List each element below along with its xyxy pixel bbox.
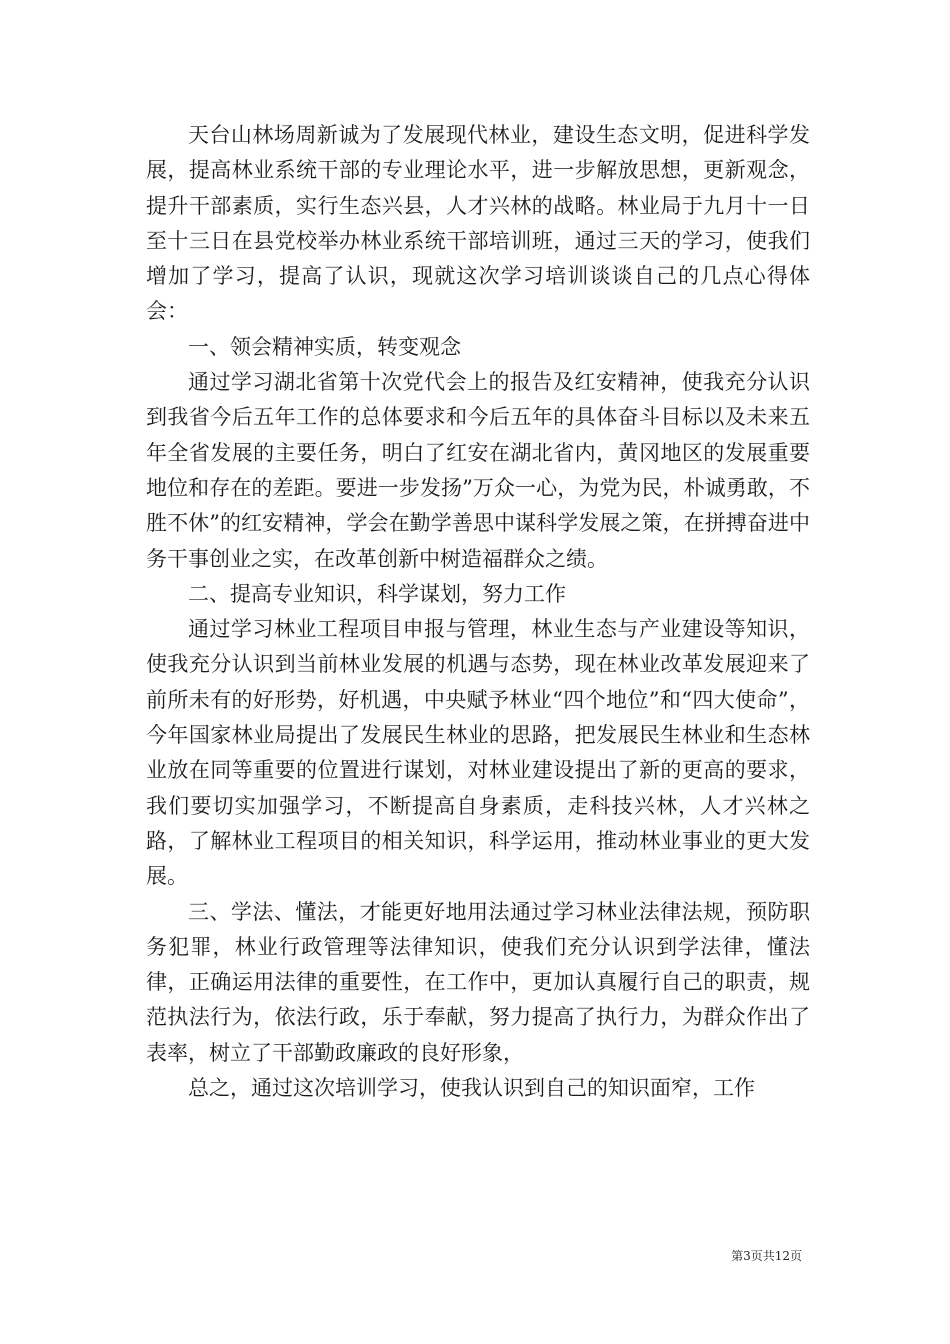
section-1-paragraph: 通过学习湖北省第十次党代会上的报告及红安精神，使我充分认识到我省今后五年工作的总体要求和今后五年的具体奋斗目标以及未来五年全省发展的主要任务，明白了红安在湖北省内，黄冈地区的发展重要地位和存在的差距。要进一步发扬”万众一心，为党为民，朴诚勇敢，不胜不休”的红安精神，学会在勤学善思中谋科学发展之策，在拼搏奋进中务干事创业之实，在改革创新中树造福群众之绩。 (146, 370, 810, 571)
section-heading-1: 一、领会精神实质，转变观念 (188, 334, 461, 359)
section-2-paragraph: 通过学习林业工程项目申报与管理，林业生态与产业建设等知识，使我充分认识到当前林业发展的机遇与态势，现在林业改革发展迎来了前所未有的好形势，好机遇，中央赋予林业“四个地位”和“四大使命”，今年国家林业局提出了发展民生林业的思路，把发展民生林业和生态林业放在同等重要的位置进行谋划，对林业建设提出了新的更高的要求，我们要切实加强学习，不断提高自身素质，走科技兴林，人才兴林之路，了解林业工程项目的相关知识，科学运用，推动林业事业的更大发展。 (146, 617, 810, 889)
section-heading-2: 二、提高专业知识，科学谋划，努力工作 (188, 581, 566, 606)
document-body (146, 118, 810, 1106)
page-number-footer: 第3页共12页 (731, 1249, 802, 1263)
section-3-paragraph: 三、学法、懂法，才能更好地用法通过学习林业法律法规，预防职务犯罪，林业行政管理等法律知识，使我们充分认识到学法律，懂法律，正确运用法律的重要性，在工作中，更加认真履行自己的职责，规范执法行为，依法行政，乐于奉献，努力提高了执行力，为群众作出了表率，树立了干部勤政廉政的良好形象， (146, 899, 810, 1065)
intro-paragraph: 天台山林场周新诚为了发展现代林业，建设生态文明，促进科学发展，提高林业系统干部的专业理论水平，进一步解放思想，更新观念，提升干部素质，实行生态兴县，人才兴林的战略。林业局于九月十一日至十三日在县党校举办林业系统干部培训班，通过三天的学习，使我们增加了学习，提高了认识，现就这次学习培训谈谈自己的几点心得体会： (146, 123, 810, 324)
conclusion-paragraph: 总之，通过这次培训学习，使我认识到自己的知识面窄，工作 (188, 1076, 755, 1101)
